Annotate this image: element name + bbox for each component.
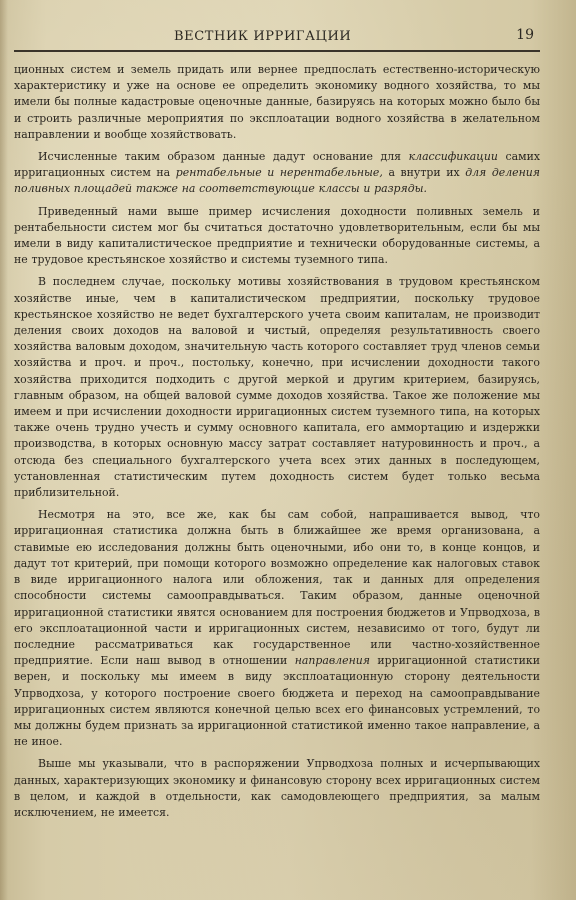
paragraph-2-italic-2: рентабельные и нерентабельные, [175, 166, 383, 180]
paragraph-2-text-3: а внутри их [382, 166, 466, 180]
page-binding-shadow [0, 0, 8, 900]
paragraph-2-text-1: Исчисленные таким образом данные дадут основание для [38, 150, 409, 164]
paragraph-5-text-2: ирригационной статистики верен, и поскольку мы имеем в виду эксплоатационную сторону деятельности Упрводхоза, у которого построение своего бюджета и переход на самооправдывание ирригационных систем являются конечной целью всех его финансовых устремлений, то мы должны будем признать за ирригационной статистикой именно такое направление, а не иное. [14, 654, 540, 749]
paragraph-2-text-2: самих ирригационных систем на [14, 150, 540, 180]
paragraph-3: Приведенный нами выше пример исчисления доходности поливных земель и рентабельности систем мог бы считаться достаточно удовлетворительным, если бы мы имели в виду капиталистическое предприятие и технически оборудованные системы, а не трудовое крестьянское хозяйство и системы туземного типа. [14, 204, 540, 267]
journal-title: ВЕСТНИК ИРРИГАЦИИ [174, 29, 352, 44]
running-header [14, 26, 540, 48]
paragraph-2-italic-1: классификации [408, 150, 498, 164]
article-body [14, 62, 540, 827]
paragraph-5-text-1: Несмотря на это, все же, как бы сам собой, напрашивается вывод, что ирригационная статистика должна быть в ближайшее же время организована, а ставимые ею исследования должны быть оценочными, ибо они то, в конце концов, и дадут тот критерий, при помощи которого возможно определение как налоговых ставок в виде ирригационного налога или обложения, так и данных для определения способности системы самооправдываться. Таким образом, данные оценочной ирригационной статистики явятся основанием для построения бюджетов и Упрводхоза, в его эксплоатационной части и ирригационных систем, независимо от того, будут ли последние рассматриваться как государственное или частно-хозяйственное предприятие. Если наш вывод в отношении [14, 508, 540, 668]
header-rule [14, 50, 540, 52]
paragraph-5-italic-1: направления [294, 654, 370, 668]
paragraph-6: Выше мы указывали, что в распоряжении Упрводхоза полных и исчерпывающих данных, характеризующих экономику и финансовую сторону всех ирригационных систем в целом, и каждой в отдельности, как самодовлеющего предприятия, за малым исключением, не имеется. [14, 757, 540, 819]
paragraph-2-italic-3: для деления поливных площадей также на соответствующие классы и разряды. [14, 166, 541, 196]
paragraph-5 [14, 507, 540, 750]
paragraph-1: ционных систем и земель придать или вернее предпослать естественно-историческую характеристику и уже на основе ее определить экономику водного хозяйства, то мы имели бы полные кадастровые оценочные данные, базируясь на которых можно было бы и строить различные мероприятия по эксплоатации водного хозяйства в желательном направлении и вообще хозяйствовать. [14, 63, 540, 141]
paragraph-2 [14, 149, 540, 198]
page-number: 19 [516, 27, 534, 43]
paragraph-4: В последнем случае, поскольку мотивы хозяйствования в трудовом крестьянском хозяйстве иные, чем в капиталистическом предприятии, поскольку трудовое крестьянское хозяйство не ведет бухгалтерского учета своим капиталам, не производит деления своих доходов на валовой и чистый, определяя результативность своего хозяйства валовым доходом, значительную часть которого составляет труд членов семьи хозяйства и проч. и проч., постольку, конечно, при исчислении доходности такого хозяйства приходится подходить с другой меркой и другим критерием, базируясь, главным образом, на общей валовой сумме доходов хозяйства. Такое же положение мы имеем и при исчислении доходности ирригационных систем туземного типа, на которых также очень трудно учесть и сумму основного капитала, его аммортацию и издержки производства, в которых основную массу затрат составляет натуровинность и проч., а отсюда без специального бухгалтерского учета всех этих данных в последующем, установленная статистическим путем доходность систем будет только весьма приблизительной. [14, 275, 540, 500]
